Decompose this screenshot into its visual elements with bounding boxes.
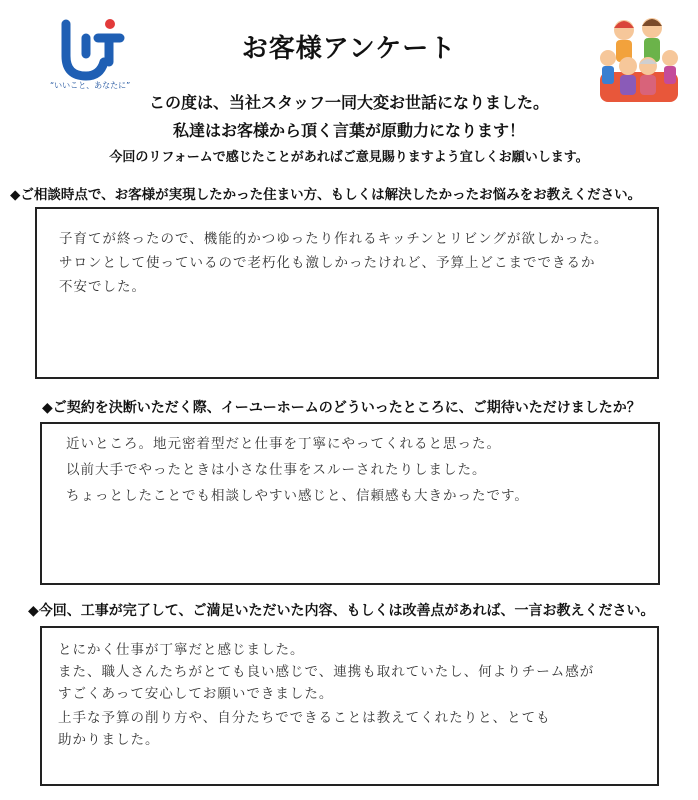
answer-3-line-1: とにかく仕事が丁寧だと感じました。: [58, 642, 305, 658]
lead-line-3: 今回のリフォームで感じたことがあればご意見賜りますよう宜しくお願いします。: [109, 150, 589, 165]
answer-1-line-1: 子育てが終ったので、機能的かつゆったり作れるキッチンとリビングが欲しかった。: [59, 231, 609, 247]
family-illustration: [594, 10, 684, 110]
answer-3-line-5: 助かりました。: [58, 732, 160, 748]
answer-2-line-3: ちょっとしたことでも相談しやすい感じと、信頼感も大きかったです。: [66, 488, 529, 504]
answer-box-2: [40, 422, 660, 585]
logo-tagline: “いいこと、あなたに”: [50, 81, 131, 90]
question-2: ◆ご契約を決断いただく際、イーユーホームのどういったところに、ご期待いただけましたか？: [42, 400, 641, 416]
lead-line-1: この度は、当社スタッフ一同大変お世話になりました。: [148, 93, 549, 112]
answer-box-1: [35, 207, 659, 379]
answer-2-line-2: 以前大手でやったときは小さな仕事をスルーされたりしました。: [66, 462, 487, 478]
answer-3-line-3: すごくあって安心してお願いできました。: [58, 686, 334, 702]
answer-1-line-3: 不安でした。: [59, 279, 146, 295]
question-3: ◆今回、工事が完了して、ご満足いただいた内容、もしくは改善点があれば、一言お教えください。: [28, 603, 655, 619]
answer-3-line-4: 上手な予算の削り方や、自分たちでできることは教えてくれたりと、とても: [58, 710, 551, 726]
answer-3-line-2: また、職人さんたちがとても良い感じで、連携も取れていたし、何よりチーム感が: [58, 664, 595, 680]
answer-1-line-2: サロンとして使っているので老朽化も激しかったけれど、予算上どこまでできるか: [59, 255, 596, 271]
lead-line-2: 私達はお客様から頂く言葉が原動力になります！: [172, 121, 525, 140]
question-1: ◆ご相談時点で、お客様が実現したかった住まい方、もしくは解決したかったお悩みをお教えください。: [10, 187, 642, 203]
answer-2-line-1: 近いところ。地元密着型だと仕事を丁寧にやってくれると思った。: [66, 436, 501, 452]
answer-box-3: [40, 626, 659, 786]
page-title: お客様アンケート: [241, 34, 457, 64]
